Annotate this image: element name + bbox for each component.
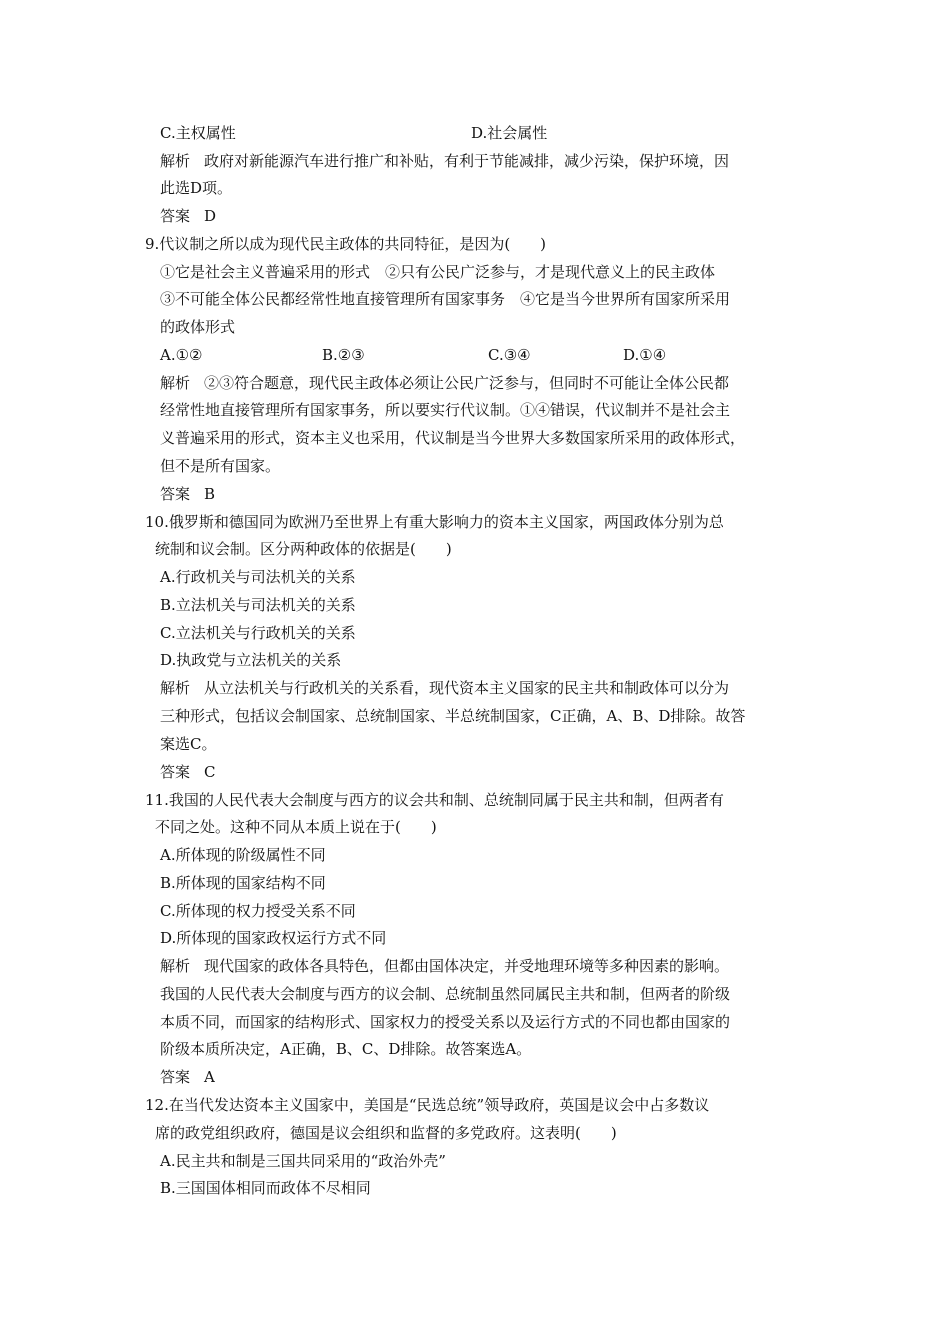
q10-analysis-line-2: 三种形式，包括议会制国家、总统制国家、半总统制国家，C正确，A、B、D排除。故答 (160, 707, 746, 725)
q9-analysis-line-1: 解析 ②③符合题意，现代民主政体必须让公民广泛参与，但同时不可能让全体公民都 (160, 374, 730, 392)
q10-answer-label: 答案 (160, 763, 191, 781)
q11-analysis-line-4: 阶级本质所决定，A正确，B、C、D排除。故答案选A。 (160, 1040, 532, 1058)
q12-option-a: A.民主共和制是三国共同采用的“政治外壳” (160, 1152, 446, 1170)
q10-analysis-line-3: 案选C。 (160, 735, 217, 753)
q10-answer: 答案 C (160, 763, 216, 781)
q9-analysis-line-4: 但不是所有国家。 (160, 457, 281, 475)
q11-stem-line-1: 11.我国的人民代表大会制度与西方的议会共和制、总统制同属于民主共和制，但两者有 (145, 791, 724, 809)
q8-answer: 答案 D (160, 207, 217, 225)
q8-answer-label: 答案 (160, 207, 191, 225)
q12-stem-line-2: 席的政党组织政府，德国是议会组织和监督的多党政府。这表明( ) (155, 1124, 617, 1142)
q9-analysis-line-3: 义普遍采用的形式，资本主义也采用，代议制是当今世界大多数国家所采用的政体形式， (160, 429, 746, 447)
q8-analysis-label: 解析 (160, 152, 191, 170)
q11-option-a: A.所体现的阶级属性不同 (160, 846, 326, 864)
q11-analysis-line-2: 我国的人民代表大会制度与西方的议会制、总统制虽然同属民主共和制，但两者的阶级 (160, 985, 731, 1003)
q9-answer-label: 答案 (160, 485, 191, 503)
q11-analysis-label: 解析 (160, 957, 191, 975)
q11-answer: 答案 A (160, 1068, 215, 1086)
q9-option-d: D.①④ (623, 346, 667, 364)
q9-stem: 9.代议制之所以成为现代民主政体的共同特征，是因为( ) (145, 235, 547, 253)
q8-analysis-line-1: 解析 政府对新能源汽车进行推广和补贴，有利于节能减排，减少污染，保护环境，因 (160, 152, 730, 170)
q8-analysis-line-2: 此选D项。 (160, 179, 233, 197)
q10-option-a: A.行政机关与司法机关的关系 (160, 568, 356, 586)
q8-option-c: C.主权属性 (160, 124, 236, 142)
q10-option-c: C.立法机关与行政机关的关系 (160, 624, 356, 642)
q11-stem-line-2: 不同之处。这种不同从本质上说在于( ) (155, 818, 437, 836)
q12-option-b: B.三国国体相同而政体不尽相同 (160, 1179, 371, 1197)
q11-option-b: B.所体现的国家结构不同 (160, 874, 326, 892)
q12-stem-line-1: 12.在当代发达资本主义国家中，美国是“民选总统”领导政府，英国是议会中占多数议 (145, 1096, 710, 1114)
q9-items-line-1: ①它是社会主义普遍采用的形式 ②只有公民广泛参与，才是现代意义上的民主政体 (160, 263, 716, 281)
q9-option-c: C.③④ (488, 346, 531, 364)
q9-option-b: B.②③ (322, 346, 365, 364)
q8-option-d: D.社会属性 (471, 124, 548, 142)
q10-option-b: B.立法机关与司法机关的关系 (160, 596, 356, 614)
q10-stem-line-1: 10.俄罗斯和德国同为欧洲乃至世界上有重大影响力的资本主义国家，两国政体分别为总 (145, 513, 724, 531)
q9-items-line-2: ③不可能全体公民都经常性地直接管理所有国家事务 ④它是当今世界所有国家所采用 (160, 290, 731, 308)
q10-analysis-line-1: 解析 从立法机关与行政机关的关系看，现代资本主义国家的民主共和制政体可以分为 (160, 679, 730, 697)
q9-items-line-3: 的政体形式 (160, 318, 236, 336)
q11-analysis-line-3: 本质不同，而国家的结构形式、国家权力的授受关系以及运行方式的不同也都由国家的 (160, 1013, 731, 1031)
q9-analysis-label: 解析 (160, 374, 191, 392)
q10-analysis-label: 解析 (160, 679, 191, 697)
q9-option-a: A.①② (160, 346, 203, 364)
q10-stem-line-2: 统制和议会制。区分两种政体的依据是( ) (155, 540, 452, 558)
q11-option-d: D.所体现的国家政权运行方式不同 (160, 929, 387, 947)
q11-analysis-line-1: 解析 现代国家的政体各具特色，但都由国体决定，并受地理环境等多种因素的影响。 (160, 957, 730, 975)
q9-answer: 答案 B (160, 485, 216, 503)
q9-analysis-line-2: 经常性地直接管理所有国家事务，所以要实行代议制。①④错误，代议制并不是社会主 (160, 401, 731, 419)
q11-option-c: C.所体现的权力授受关系不同 (160, 902, 356, 920)
q10-option-d: D.执政党与立法机关的关系 (160, 651, 342, 669)
q11-answer-label: 答案 (160, 1068, 191, 1086)
